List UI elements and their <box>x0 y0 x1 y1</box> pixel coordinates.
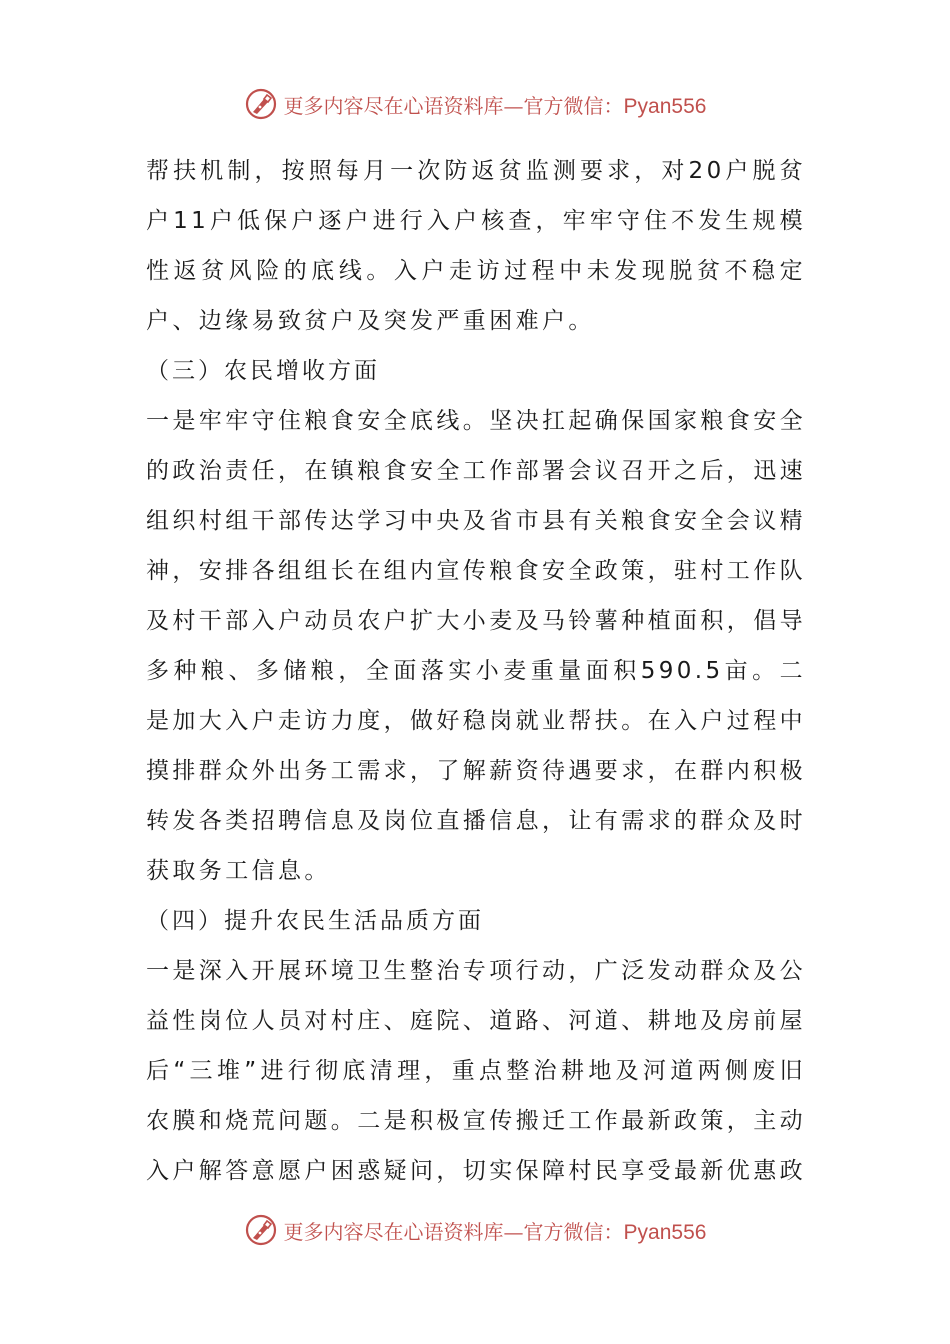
pen-nib-logo-icon <box>244 1213 278 1247</box>
wechat-id: Pyan556 <box>623 1220 707 1244</box>
header-watermark-banner <box>0 84 950 124</box>
section-heading-farmer-income: （三）农民增收方面 <box>146 358 380 384</box>
section-heading-living-quality: （四）提升农民生活品质方面 <box>146 908 484 934</box>
paragraph-farmer-income: 一是牢牢守住粮食安全底线。坚决扛起确保国家粮食安全的政治责任，在镇粮食安全工作部署会议召开之后，迅速组织村组干部传达学习中央及省市县有关粮食安全会议精神，安排各组组长在组内宣传粮食安全政策，驻村工作队及村干部入户动员农户扩大小麦及马铃薯种植面积，倡导多种粮、多储粮，全面落实小麦重量面积590.5亩。二是加大入户走访力度，做好稳岗就业帮扶。在入户过程中摸排群众外出务工需求，了解薪资待遇要求，在群内积极转发各类招聘信息及岗位直播信息，让有需求的群众及时获取务工信息。 <box>146 408 806 884</box>
wechat-id: Pyan556 <box>623 94 707 118</box>
paragraph-poverty-monitoring: 帮扶机制，按照每月一次防返贫监测要求，对20户脱贫户11户低保户逐户进行入户核查，牢牢守住不发生规模性返贫风险的底线。入户走访过程中未发现脱贫不稳定户、边缘易致贫户及突发严重困难户。 <box>146 158 806 334</box>
footer-watermark-banner <box>0 1210 950 1250</box>
banner-text: 更多内容尽在心语资料库—官方微信：Pyan556 <box>283 93 707 118</box>
paragraph-living-quality: 一是深入开展环境卫生整治专项行动，广泛发动群众及公益性岗位人员对村庄、庭院、道路、河道、耕地及房前屋后“三堆”进行彻底清理，重点整治耕地及河道两侧废旧农膜和烧荒问题。二是积极宣传搬迁工作最新政策，主动入户解答意愿户困惑疑问，切实保障村民享受最新优惠政 <box>146 958 806 1184</box>
pen-nib-logo-icon <box>244 87 278 121</box>
document-body <box>146 146 806 1196</box>
banner-text: 更多内容尽在心语资料库—官方微信：Pyan556 <box>283 1219 707 1244</box>
